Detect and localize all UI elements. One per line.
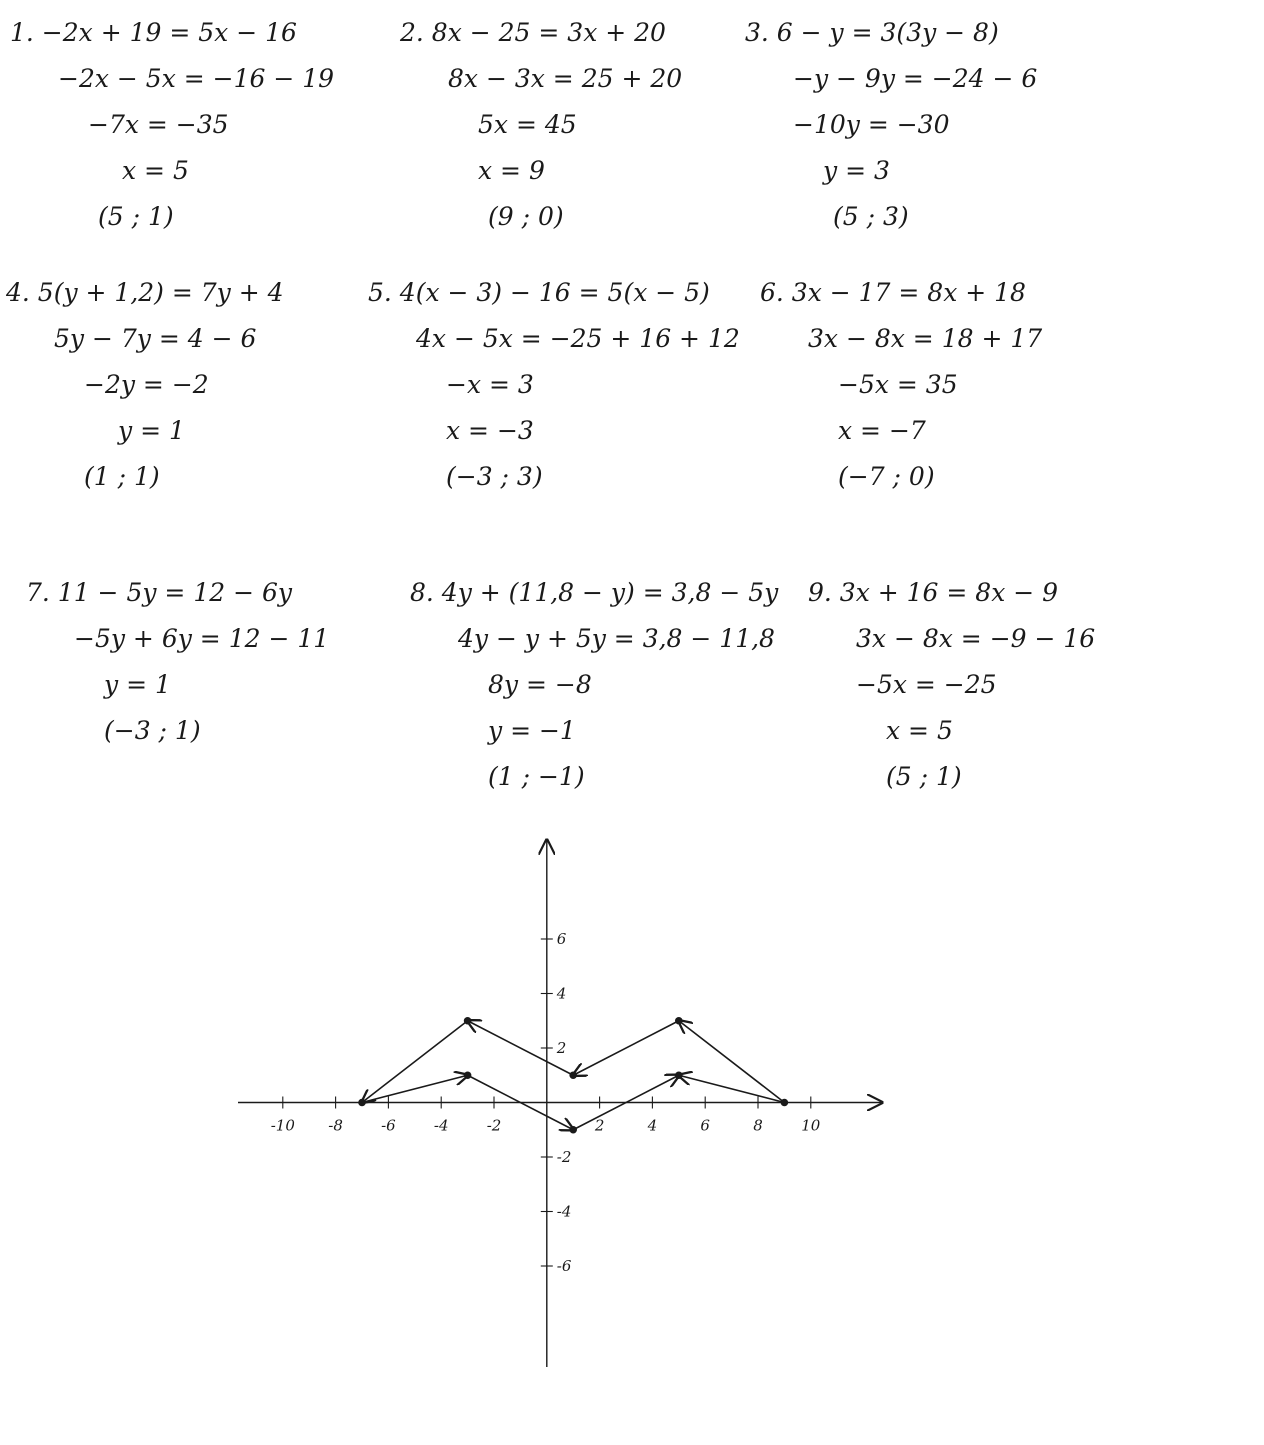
solution-point xyxy=(358,1099,366,1107)
solution-point xyxy=(464,1071,472,1079)
problem-6-answer: (−7 ; 0) xyxy=(838,462,935,491)
path-segment xyxy=(573,1021,679,1076)
x-tick-label: -10 xyxy=(270,1116,295,1135)
problem-2-step-3: x = 9 xyxy=(478,156,545,185)
problem-1-step-1: −2x − 5x = −16 − 19 xyxy=(58,64,335,93)
problem-2-equation: 2. 8x − 25 = 3x + 20 xyxy=(400,18,666,47)
solution-point xyxy=(464,1017,472,1025)
problem-4-step-3: y = 1 xyxy=(118,416,185,445)
problem-7-equation: 7. 11 − 5y = 12 − 6y xyxy=(26,578,293,607)
problem-4-answer: (1 ; 1) xyxy=(84,462,160,491)
problem-3-equation: 3. 6 − y = 3(3y − 8) xyxy=(745,18,999,47)
problem-7-step-1: −5y + 6y = 12 − 11 xyxy=(74,624,330,653)
problem-6-equation: 6. 3x − 17 = 8x + 18 xyxy=(760,278,1026,307)
problem-5 xyxy=(368,270,740,500)
problem-6-step-1: 3x − 8x = 18 + 17 xyxy=(808,324,1043,353)
x-tick-label: -6 xyxy=(381,1116,396,1135)
x-tick-label: 6 xyxy=(700,1116,710,1135)
problem-2-step-2: 5x = 45 xyxy=(478,110,577,139)
problem-3 xyxy=(745,10,1105,240)
problem-4-step-1: 5y − 7y = 4 − 6 xyxy=(54,324,257,353)
y-tick-label: 2 xyxy=(556,1039,567,1057)
problem-1-equation: 1. −2x + 19 = 5x − 16 xyxy=(10,18,297,47)
x-tick-label: 8 xyxy=(753,1116,763,1135)
problem-8-answer: (1 ; −1) xyxy=(488,762,585,791)
problem-9 xyxy=(808,570,1168,800)
problem-1 xyxy=(10,10,370,240)
y-tick-label: 6 xyxy=(556,930,567,948)
problem-9-answer: (5 ; 1) xyxy=(886,762,962,791)
problem-8 xyxy=(410,570,779,800)
path-segment xyxy=(679,1075,785,1102)
problem-6-step-3: x = −7 xyxy=(838,416,926,445)
problem-9-equation: 9. 3x + 16 = 8x − 9 xyxy=(808,578,1059,607)
problem-3-step-2: −10y = −30 xyxy=(793,110,950,139)
y-tick-label: -4 xyxy=(556,1202,572,1221)
y-tick-label: -6 xyxy=(556,1257,572,1275)
problem-7-answer: (−3 ; 1) xyxy=(104,716,201,745)
problem-2-step-1: 8x − 3x = 25 + 20 xyxy=(448,64,683,93)
solution-point xyxy=(675,1017,683,1025)
problem-7-step-2: y = 1 xyxy=(104,670,171,699)
problem-5-answer: (−3 ; 3) xyxy=(446,462,543,491)
problem-8-step-3: y = −1 xyxy=(488,716,576,745)
x-tick-label: -2 xyxy=(486,1116,502,1135)
x-tick-label: 2 xyxy=(594,1116,605,1135)
problem-5-equation: 5. 4(x − 3) − 16 = 5(x − 5) xyxy=(368,278,710,307)
path-segment xyxy=(679,1021,785,1103)
problem-8-equation: 8. 4y + (11,8 − y) = 3,8 − 5y xyxy=(410,578,779,607)
problem-5-step-2: −x = 3 xyxy=(446,370,534,399)
x-tick-label: -8 xyxy=(328,1116,343,1135)
problem-3-step-1: −y − 9y = −24 − 6 xyxy=(793,64,1038,93)
problem-4 xyxy=(6,270,366,500)
solution-point xyxy=(675,1071,683,1079)
problem-8-step-2: 8y = −8 xyxy=(488,670,592,699)
path-segment xyxy=(362,1075,468,1102)
problem-1-answer: (5 ; 1) xyxy=(98,202,174,231)
coordinate-plot-svg xyxy=(230,830,890,1375)
solution-point xyxy=(781,1099,789,1107)
problem-9-step-2: −5x = −25 xyxy=(856,670,997,699)
y-tick-label: 4 xyxy=(556,984,567,1003)
problem-1-step-2: −7x = −35 xyxy=(88,110,229,139)
solution-point xyxy=(569,1126,577,1134)
problem-9-step-3: x = 5 xyxy=(886,716,953,745)
problem-5-step-1: 4x − 5x = −25 + 16 + 12 xyxy=(416,324,740,353)
problem-3-step-3: y = 3 xyxy=(823,156,890,185)
problem-9-step-1: 3x − 8x = −9 − 16 xyxy=(856,624,1096,653)
problem-5-step-3: x = −3 xyxy=(446,416,534,445)
problem-8-step-1: 4y − y + 5y = 3,8 − 11,8 xyxy=(458,624,775,653)
problem-6-step-2: −5x = 35 xyxy=(838,370,958,399)
path-segment xyxy=(362,1021,468,1103)
y-tick-label: -2 xyxy=(556,1148,572,1166)
problem-3-answer: (5 ; 3) xyxy=(833,202,909,231)
problem-4-equation: 4. 5(y + 1,2) = 7y + 4 xyxy=(6,278,284,307)
problem-2-answer: (9 ; 0) xyxy=(488,202,564,231)
x-tick-label: 4 xyxy=(647,1116,658,1135)
problem-6 xyxy=(760,270,1120,500)
solution-point xyxy=(569,1071,577,1079)
coordinate-plot xyxy=(230,830,890,1375)
problem-1-step-3: x = 5 xyxy=(122,156,189,185)
x-tick-label: 10 xyxy=(801,1116,821,1135)
x-tick-label: -4 xyxy=(433,1116,449,1135)
problem-7 xyxy=(26,570,386,754)
problem-4-step-2: −2y = −2 xyxy=(84,370,209,399)
problem-2 xyxy=(400,10,760,240)
